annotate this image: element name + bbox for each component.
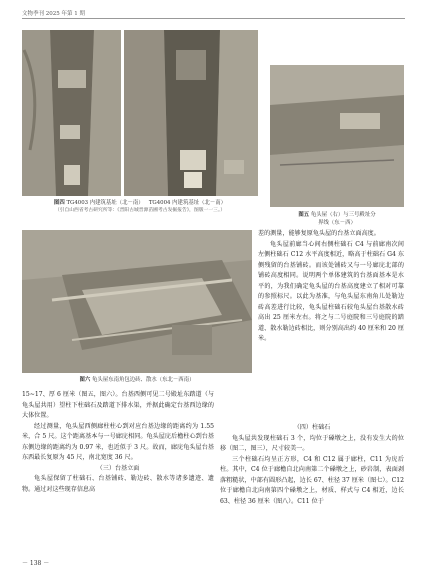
left-paragraph-1: 15~17、厚 6 厘米（图五，图六）。台基西侧可见二号殿址东踏道（与龟头屋共用）望柱下柱础石及踏道下排水渠，并据此确定台基西边缘的大体位置。 <box>22 391 214 420</box>
left-subheading: （三）台基立面 <box>96 464 140 472</box>
figure4-source-note: （引自山西省考古研究所等：《晋阳古城晋源苗圃考古发掘报告》，图版一一三。） <box>54 208 226 213</box>
figure4-caption <box>22 199 258 207</box>
figure4-caption-left: TG4003 内建筑基址（北－南） <box>66 200 144 206</box>
figure6-caption <box>22 376 252 384</box>
figure4-caption-right: TG4004 内建筑基址（北－南） <box>148 200 227 206</box>
left-paragraph-2: 经过测量，龟头屋西侧廊柱柱心到对应台基边缘的距离约为 1.55 米，合 5 尺。这个距离基本与一号廊庑相同。龟头屋庑后檐柱心到台基东侧边缘的距离约为 0.97 米，也近似于 3 尺。故而，廊庑龟头屋台基东西最长复原为 45 尺，南北宽度 36 尺。 <box>22 422 214 462</box>
right-column-text <box>258 229 404 345</box>
figure5-caption <box>270 211 404 227</box>
left-paragraph-3: 龟头屋保留了柱础石、台基铺砖、勒边砖、散水等诸多遗迹、遗物。通过对这些现存信息高 <box>22 475 214 493</box>
figure6-photo <box>22 230 252 373</box>
right-paragraph-3: 龟头屋共发现柱础石 3 个，均位于磉墩之上，没有发生大的位移（图二，图三），尺寸较美一。 <box>220 434 404 453</box>
figure5-photo <box>270 65 404 207</box>
figure4-label: 图四 <box>53 200 65 206</box>
running-head: 文物季刊 2025 年第 1 期 <box>22 11 85 17</box>
right-paragraph-1: 差的测量，能够复原龟头屋的台基立面高度。 <box>258 230 380 237</box>
right-paragraph-2: 龟头屋前廊当心间右侧柱础石 C4 与前廊南次间左侧柱础石 C12 水平高度相近，略高于柱础石 G4 东侧残留的台基铺砖。而该处铺砖又与一号廊庑北部的铺砖高度相同。说明两个单体建筑的台基面基本是水平的，为我们确定龟头屋的台基高度建立了相对可靠的参照标尺。以此为基准，与龟头屋东南角儿处勒边砖高差进行比较，龟头屋柱础石较龟头屋台基散水砖高出 25 厘米左右。将之与二号庭院和三号庭院的踏道、散水勒边砖相比，则分别高出约 40 厘米和 20 厘米。 <box>258 240 404 343</box>
figure6-caption-text: 龟头屋东南角包边砖、散水（东北－西南） <box>92 377 195 383</box>
figure4-left-photo <box>22 30 121 196</box>
right-subheading: （四）柱础石 <box>293 424 331 431</box>
figure4-right-photo <box>124 30 258 196</box>
right-column-lower-text <box>220 423 404 507</box>
figure6-label: 图六 <box>79 377 91 383</box>
left-column-text <box>22 390 214 495</box>
figure5-caption-line1: 龟头屋（右）与三号殿址分 <box>310 212 376 218</box>
figure5-caption-line2: 界线（东－西） <box>318 220 356 226</box>
page-number: － 138 － <box>22 560 50 567</box>
right-paragraph-4: 三个柱础石均呈正方形，C4 和 C12 属于廊柱，C11 为庑后柱。其中，C4 位于廊檐自北向南第二个磉墩之上，砂岩制，表面剥落粗糙状，中部有圆形凸起，边长 67、柱径 37 厘米（图七）。C12 位于廊檐自北向南第四个磉墩之上，材质、样式与 C4 相近，边长 63、柱径 36 厘米（图八）。C11 位于 <box>220 455 404 505</box>
header-rule <box>22 18 405 19</box>
figure5-label: 图五 <box>298 212 310 218</box>
